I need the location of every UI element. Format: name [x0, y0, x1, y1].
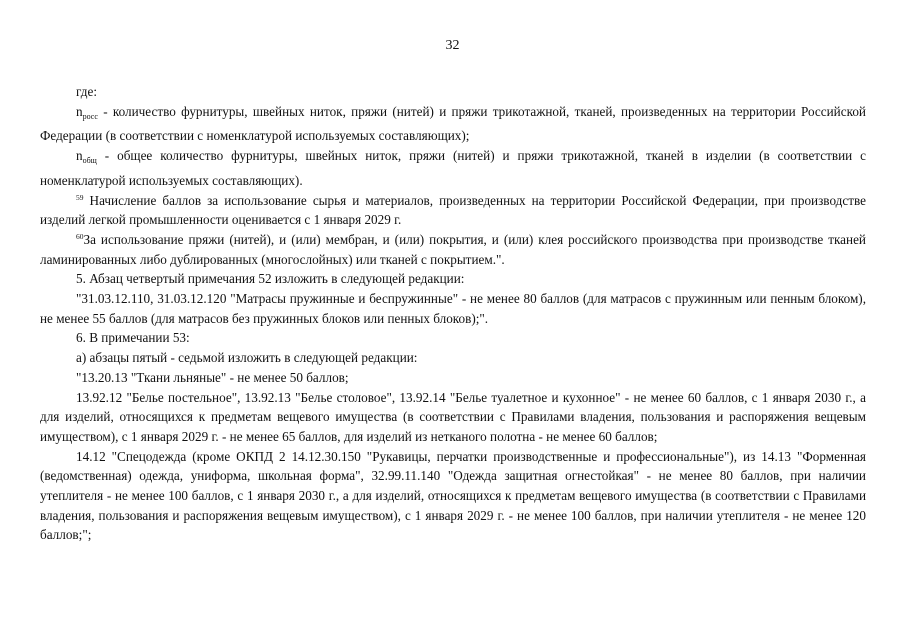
symbol-subscript: общ — [82, 156, 97, 166]
item-5-text: "31.03.12.110, 31.03.12.120 "Матрасы пружинные и беспружинные" - не менее 80 баллов (для матрасов с пружинным или пенным блоком), не менее 55 баллов (для матрасов без пружинных блоков или пенных блоков);". — [40, 291, 866, 326]
footnote-mark-60: 60 — [76, 231, 84, 241]
symbol-n-obsch — [76, 148, 97, 166]
page-number: 32 — [445, 38, 460, 53]
item-6a-para-1: "13.20.13 "Ткани льняные" - не менее 50 баллов; — [76, 369, 349, 385]
footnote-59 — [40, 191, 866, 230]
symbol-subscript: росс — [82, 111, 98, 121]
item-6a-para-2: 13.92.12 "Белье постельное", 13.92.13 "Белье столовое", 13.92.14 "Белье туалетное и кухонное" - не менее 60 баллов, с 1 января 2030 г., а для изделий, относящихся к предметам вещевого имущества (в соответствии с Правилами владения, пользования и распоряжения вещевым имуществом), с 1 января 2029 г. - не менее 65 баллов, для изделий из нетканого полотна - не менее 60 баллов; — [40, 389, 866, 444]
definition-text: - общее количество фурнитуры, швейных ниток, пряжи (нитей) и пряжи трикотажной, тканей в изделии (в соответствии с номенклатурой используемых составляющих). — [40, 148, 866, 188]
footnote-mark-59: 59 — [76, 192, 84, 202]
symbol-letter: n — [76, 148, 83, 164]
item-5-heading: 5. Абзац четвертый примечания 52 изложить в следующей редакции: — [76, 271, 465, 287]
definition-text: - количество фурнитуры, швейных ниток, пряжи (нитей) и пряжи трикотажной, тканей, произведенных на территории Российской Федерации (в соответствии с номенклатурой используемых составляющих); — [40, 103, 866, 144]
symbol-n-ross — [76, 104, 98, 119]
item-6-heading: 6. В примечании 53: — [76, 330, 190, 346]
symbol-letter: n — [76, 103, 83, 119]
where-label: где: — [76, 84, 97, 99]
item-6a-heading: а) абзацы пятый - седьмой изложить в следующей редакции: — [76, 350, 418, 366]
document-body — [40, 82, 866, 545]
definition-n-ross — [40, 102, 866, 146]
footnote-text-60: За использование пряжи (нитей), и (или) мембран, и (или) покрытия, и (или) клея российского производства при производстве тканей ламинированных либо дублированных (многослойных) или тканей с покрытием.". — [40, 231, 866, 267]
definition-n-obsch — [40, 146, 866, 190]
footnote-60 — [40, 230, 866, 269]
footnote-text-59: Начисление баллов за использование сырья и материалов, произведенных на территории Российской Федерации, при производстве изделий легкой промышленности оценивается с 1 января 2029 г. — [40, 192, 866, 228]
item-6a-para-3: 14.12 "Спецодежда (кроме ОКПД 2 14.12.30.150 "Рукавицы, перчатки производственные и профессиональные"), из 14.13 "Форменная (ведомственная) одежда, униформа, школьная форма", 32.99.11.140 "Одежда защитная огнестойкая" - не менее 80 баллов, при наличии утеплителя - не менее 100 баллов, с 1 января 2030 г., а для изделий, относящихся к предметам вещевого имущества (в соответствии с Правилами владения, пользования и распоряжения вещевым имуществом), с 1 января 2029 г. - не менее 100 баллов, при наличии утеплителя - не менее 120 баллов;"; — [40, 448, 866, 543]
